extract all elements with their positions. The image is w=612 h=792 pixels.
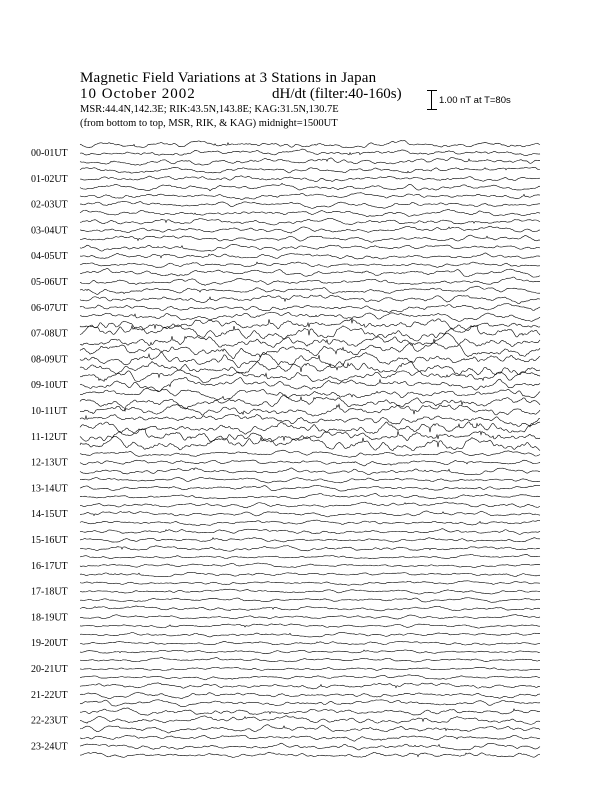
trace-msr xyxy=(80,546,540,552)
trace-kag xyxy=(80,422,540,434)
trace-rik xyxy=(80,563,540,567)
filter-label: dH/dt (filter:40-160s) xyxy=(272,86,402,102)
trace-rik xyxy=(80,641,540,645)
trace-rik xyxy=(80,615,540,620)
trace-kag xyxy=(80,319,540,331)
trace-kag xyxy=(80,683,540,689)
trace-kag xyxy=(80,193,540,200)
trace-rik xyxy=(80,352,540,370)
hour-label: 01-02UT xyxy=(31,173,68,185)
hour-label: 10-11UT xyxy=(31,405,68,417)
hour-label: 23-24UT xyxy=(31,741,68,753)
hour-label: 15-16UT xyxy=(31,534,68,546)
trace-rik xyxy=(80,201,540,208)
hour-label: 00-01UT xyxy=(31,147,68,159)
hour-label: 19-20UT xyxy=(31,638,68,650)
trace-rik xyxy=(80,429,540,442)
trace-kag xyxy=(80,450,540,457)
trace-kag xyxy=(80,502,540,508)
hour-label: 03-04UT xyxy=(31,225,68,237)
chart-date: 10 October 2002 xyxy=(80,86,196,102)
trace-msr xyxy=(80,333,540,347)
trace-kag xyxy=(80,529,540,535)
trace-kag xyxy=(80,141,540,148)
hour-label: 13-14UT xyxy=(31,483,68,495)
trace-kag xyxy=(80,218,540,225)
trace-msr xyxy=(80,725,540,733)
scale-label: 1.00 nT at T=80s xyxy=(439,95,511,106)
trace-kag xyxy=(80,632,540,636)
hour-label: 16-17UT xyxy=(31,560,68,572)
trace-msr xyxy=(80,700,540,707)
trace-kag xyxy=(80,395,540,411)
hour-label: 02-03UT xyxy=(31,199,68,211)
hour-label: 22-23UT xyxy=(31,715,68,727)
trace-rik xyxy=(80,324,540,341)
trace-rik xyxy=(80,667,540,670)
trace-msr xyxy=(80,286,540,294)
trace-rik xyxy=(80,253,540,259)
trace-msr xyxy=(80,436,540,451)
hour-label: 12-13UT xyxy=(31,457,68,469)
hour-label: 08-09UT xyxy=(31,354,68,366)
trace-rik xyxy=(80,149,540,155)
station-order-note: (from bottom to top, MSR, RIK, & KAG) midnight=1500UT xyxy=(80,118,338,129)
trace-msr xyxy=(80,598,540,603)
trace-kag xyxy=(80,606,540,611)
trace-msr xyxy=(80,468,540,475)
chart-title: Magnetic Field Variations at 3 Stations in Japan xyxy=(80,70,377,86)
trace-kag xyxy=(80,268,540,277)
hour-label: 07-08UT xyxy=(31,328,68,340)
hour-label: 11-12UT xyxy=(31,431,68,443)
trace-rik xyxy=(80,176,540,182)
trace-kag xyxy=(80,735,540,741)
trace-rik xyxy=(80,589,540,594)
trace-msr xyxy=(80,520,540,526)
hour-label: 21-22UT xyxy=(31,689,68,701)
trace-msr xyxy=(80,675,540,680)
trace-msr xyxy=(80,235,540,242)
trace-kag xyxy=(80,245,540,251)
trace-kag xyxy=(80,339,540,359)
trace-rik xyxy=(80,377,540,391)
trace-msr xyxy=(80,262,540,267)
trace-msr xyxy=(80,183,540,191)
trace-msr xyxy=(80,209,540,216)
trace-rik xyxy=(80,485,540,491)
hour-label: 04-05UT xyxy=(31,251,68,263)
trace-kag xyxy=(80,658,540,662)
trace-kag xyxy=(80,167,540,173)
trace-kag xyxy=(80,708,540,715)
trace-msr xyxy=(80,312,540,321)
station-coordinates: MSR:44.4N,142.3E; RIK:43.5N,143.8E; KAG:31.5N,130.7E xyxy=(80,104,339,115)
hour-label: 18-19UT xyxy=(31,612,68,624)
trace-rik xyxy=(80,716,540,725)
hour-label: 05-06UT xyxy=(31,276,68,288)
trace-msr xyxy=(80,650,540,654)
trace-msr xyxy=(80,493,540,498)
trace-kag xyxy=(80,554,540,558)
trace-kag xyxy=(80,370,540,382)
trace-rik xyxy=(80,303,540,312)
trace-msr xyxy=(80,157,540,165)
hour-label: 09-10UT xyxy=(31,380,68,392)
hour-label: 20-21UT xyxy=(31,663,68,675)
trace-rik xyxy=(80,226,540,233)
trace-msr xyxy=(80,624,540,628)
trace-msr xyxy=(80,362,540,375)
trace-rik xyxy=(80,460,540,466)
trace-rik xyxy=(80,538,540,542)
trace-rik xyxy=(80,404,540,416)
trace-kag xyxy=(80,478,540,483)
hour-label: 06-07UT xyxy=(31,302,68,314)
trace-rik xyxy=(80,692,540,698)
trace-kag xyxy=(80,295,540,303)
hour-label: 17-18UT xyxy=(31,586,68,598)
trace-rik xyxy=(80,511,540,517)
trace-rik xyxy=(80,743,540,750)
trace-msr xyxy=(80,572,540,576)
trace-kag xyxy=(80,581,540,585)
trace-rik xyxy=(80,277,540,285)
hour-label: 14-15UT xyxy=(31,509,68,521)
trace-msr xyxy=(80,752,540,757)
